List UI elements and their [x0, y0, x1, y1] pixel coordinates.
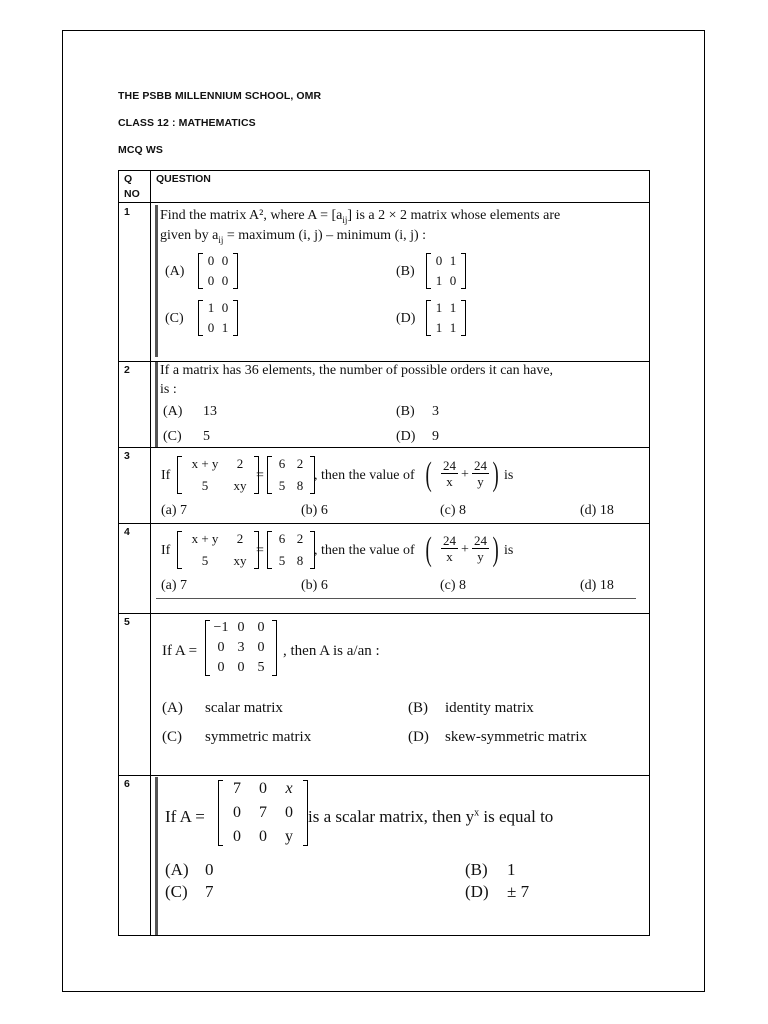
- option-d: (D) skew-symmetric matrix: [408, 729, 588, 745]
- scan-separator: [156, 598, 636, 599]
- matrix-a: 7 0 x 0 7 0 0 0 y: [218, 780, 308, 846]
- option-c: (C) 7: [165, 882, 214, 901]
- col-header-qno: Q NO: [124, 173, 140, 200]
- then-text: , then A is a/an :: [283, 643, 380, 659]
- school-name: THE PSBB MILLENNIUM SCHOOL, OMR: [118, 90, 322, 102]
- plus-sign: +: [461, 467, 469, 482]
- option-b: (b) 6: [301, 578, 328, 593]
- option-b: (B) 1: [465, 860, 516, 879]
- option-a-label: (A): [165, 264, 185, 279]
- paren-left-icon: (: [425, 456, 432, 493]
- image-edge: [155, 205, 158, 357]
- paren-left-icon: (: [425, 531, 432, 568]
- table-row-divider: [118, 202, 650, 203]
- option-d-matrix: 1 1 1 1: [426, 300, 466, 336]
- paren-right-icon: ): [492, 456, 499, 493]
- matrix-left: x + y 2 5 xy: [177, 531, 259, 569]
- option-b: (b) 6: [301, 503, 328, 518]
- equals-sign: =: [256, 543, 264, 558]
- question-number: 5: [124, 616, 130, 628]
- if-text: If: [161, 543, 171, 558]
- is-text: is: [504, 468, 514, 483]
- option-a: (a) 7: [161, 578, 188, 593]
- question-number: 6: [124, 778, 130, 790]
- question-number: 4: [124, 526, 130, 538]
- if-a-text: If A =: [165, 807, 205, 826]
- col-header-question: QUESTION: [156, 173, 211, 185]
- matrix-left: x + y 2 5 xy: [177, 456, 259, 494]
- option-a: (A) 13: [163, 404, 217, 419]
- fraction-2: $\frac{24}{y}$: [474, 458, 487, 489]
- option-a: (A) scalar matrix: [162, 700, 283, 716]
- question-number: 3: [124, 450, 130, 462]
- image-edge: [155, 362, 158, 447]
- table-row-divider: [118, 613, 650, 614]
- question-1-line-1: Find the matrix A², where $A = [a_{ij}]$ is a 2 × 2 matrix whose elements are: [160, 208, 561, 225]
- question-1-line-2: given by $a_{ij}$ = maximum (i, j) – minimum (i, j) :: [160, 228, 427, 245]
- option-d: (d) 18: [580, 503, 614, 518]
- question-number: 2: [124, 364, 130, 376]
- matrix-right: 6 2 5 8: [267, 456, 315, 494]
- if-a-text: If A =: [162, 643, 198, 659]
- option-a-matrix: 0 0 0 0: [198, 253, 238, 289]
- fraction-1: $\frac{24}{x}$: [443, 533, 456, 564]
- table-row-divider: [118, 447, 650, 448]
- question-number: 1: [124, 206, 130, 218]
- paren-right-icon: ): [492, 531, 499, 568]
- option-c: (C) symmetric matrix: [162, 729, 312, 745]
- matrix-a: −1 0 0 0 3 0 0 0 5: [205, 620, 277, 676]
- question-2-line-1: If a matrix has 36 elements, the number of possible orders it can have,: [160, 363, 554, 378]
- option-c: (c) 8: [440, 578, 467, 593]
- then-text: , then the value of: [314, 468, 415, 483]
- question-2-line-2: is :: [160, 382, 177, 397]
- worksheet-title: MCQ WS: [118, 144, 163, 156]
- option-c: (c) 8: [440, 503, 467, 518]
- fraction-1: $\frac{24}{x}$: [443, 458, 456, 489]
- image-edge: [155, 777, 158, 935]
- option-a: (A) 0: [165, 860, 214, 879]
- option-b-matrix: 0 1 1 0: [426, 253, 466, 289]
- table-row-divider: [118, 775, 650, 776]
- table-column-divider: [150, 170, 151, 936]
- plus-sign: +: [461, 542, 469, 557]
- fraction-2: $\frac{24}{y}$: [474, 533, 487, 564]
- option-d: (D) 9: [396, 429, 439, 444]
- is-text: is: [504, 543, 514, 558]
- then-text: , then the value of: [314, 543, 415, 558]
- option-b: (B) identity matrix: [408, 700, 534, 716]
- class-title: CLASS 12 : MATHEMATICS: [118, 117, 256, 129]
- if-text: If: [161, 468, 171, 483]
- equals-sign: =: [256, 468, 264, 483]
- matrix-right: 6 2 5 8: [267, 531, 315, 569]
- option-c: (C) 5: [163, 429, 210, 444]
- option-b-label: (B): [396, 264, 415, 279]
- table-row-divider: [118, 523, 650, 524]
- option-c-label: (C): [165, 311, 184, 326]
- option-d: (D) ± 7: [465, 882, 530, 901]
- option-a: (a) 7: [161, 503, 188, 518]
- then-text: is a scalar matrix, then $y^x$ is equal to: [308, 807, 554, 826]
- option-c-matrix: 1 0 0 1: [198, 300, 238, 336]
- option-d: (d) 18: [580, 578, 614, 593]
- option-b: (B) 3: [396, 404, 439, 419]
- option-d-label: (D): [396, 311, 416, 326]
